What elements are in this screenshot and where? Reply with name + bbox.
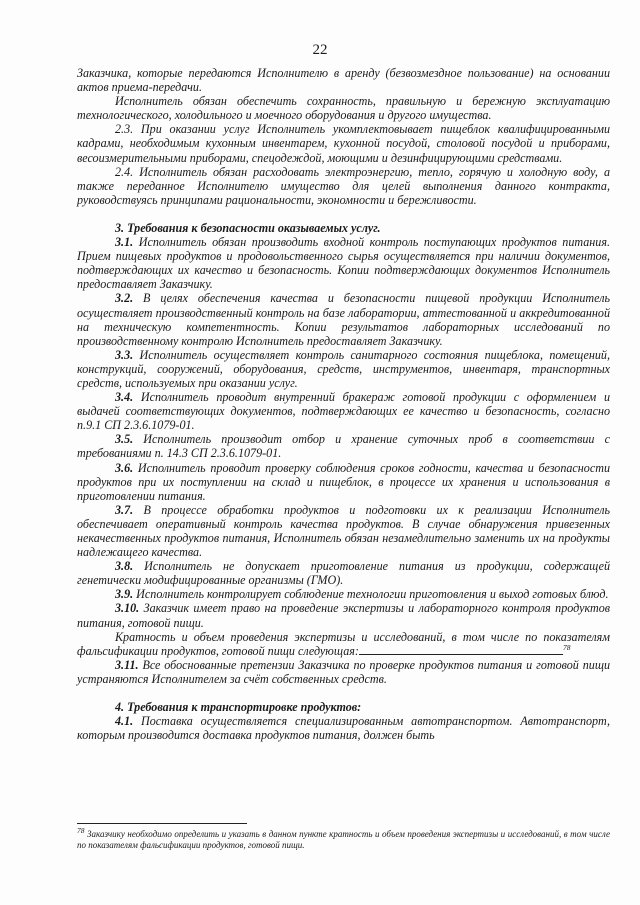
- paragraph-3-4: 3.4. Исполнитель проводит внутренний бракераж готовой продукции с оформлением и выдачей соответствующих документов, подтверждающих ее качество и безопасность, согласно п.9.1 СП 2.3.6.1079-01.: [77, 390, 610, 433]
- paragraph-2-4: 2.4. Исполнитель обязан расходовать электроэнергию, тепло, горячую и холодную воду, а также переданное Исполнителю имущество для целей выполнения данного контракта, руководствуясь принципами рациональности, экономности и бережливости.: [77, 164, 610, 207]
- clause-number: 3.11.: [115, 657, 139, 672]
- paragraph-3-5: 3.5. Исполнитель производит отбор и хранение суточных проб в соответствии с требованиями п. 14.3 СП 2.3.6.1079-01.: [77, 432, 610, 461]
- paragraph-inspection-frequency: Кратность и объем проведения экспертизы и исследований, в том числе по показателям фальсификации продуктов, готовой пищи следующая: $^{78}$: [77, 629, 610, 658]
- clause-number: 3.10.: [115, 601, 140, 616]
- paragraph-3-8: 3.8. Исполнитель не допускает приготовление питания из продукции, содержащей генетически модифицированные организмы (ГМО).: [77, 559, 610, 588]
- paragraph-3-10: 3.10. Заказчик имеет право на проведение экспертизы и лабораторного контроля продуктов питания, готовой пищи.: [77, 601, 610, 630]
- paragraph-3-11: 3.11. Все обоснованные претензии Заказчика по проверке продуктов питания и готовой пищи устраняются Исполнителем за счёт собственных средств.: [77, 657, 610, 686]
- clause-number: 3.5.: [115, 432, 134, 447]
- clause-number: 3.6.: [115, 460, 134, 475]
- section-heading-3: 3. Требования к безопасности оказываемых услуг.: [115, 220, 381, 235]
- clause-number: 4.1.: [115, 714, 134, 729]
- clause-number: 3.3.: [115, 347, 134, 362]
- paragraph-4-1: 4.1. Поставка осуществляется специализированным автотранспортом. Автотранспорт, которым производится доставка продуктов питания, должен быть: [77, 714, 610, 743]
- clause-number: 3.8.: [115, 559, 134, 574]
- paragraph-continuation: Заказчика, которые передаются Исполнителю в аренду (безвозмездное пользование) на основании актов приема-передачи.: [77, 66, 610, 95]
- page-number: 22: [312, 42, 328, 58]
- paragraph-3-1: 3.1. Исполнитель обязан производить входной контроль поступающих продуктов питания. Прием пищевых продуктов и продовольственного сырья осуществляется при наличии документов, подтверждающих их качество и безопасность. Копии подтверждающих документов Исполнитель предоставляет Заказчику.: [77, 235, 611, 292]
- clause-number: 2.3.: [115, 122, 134, 137]
- paragraph-3-9: 3.9. Исполнитель контролирует соблюдение технологии приготовления и выход готовых блюд.: [115, 587, 609, 602]
- clause-number: 3.4.: [115, 390, 134, 405]
- paragraph-3-2: 3.2. В целях обеспечения качества и безопасности пищевой продукции Исполнитель осуществляет производственный контроль на базе лаборатории, аттестованной и аккредитованной на техническую компетентность. Копии результатов лабораторных исследований по производственному контролю Исполнитель предоставляет Заказчику.: [77, 291, 610, 348]
- paragraph-3-7: 3.7. В процессе обработки продуктов и подготовки их к реализации Исполнитель обеспечивает оперативный контроль качества продуктов. В случае обнаружения привезенных некачественных продуктов питания, Исполнитель обязан незамедлительно заменить их на продукты надлежащего качества.: [77, 502, 610, 560]
- footnote-separator: [77, 823, 247, 824]
- clause-number: 3.9.: [115, 587, 134, 602]
- paragraph-3-6: 3.6. Исполнитель проводит проверку соблюдения сроков годности, качества и безопасности продуктов при их поступлении на склад и пищеблок, в процессе их хранения и использования в приготовлении питания.: [77, 460, 610, 503]
- footnote: [77, 826, 611, 852]
- section-heading-4: 4. Требования к транспортировке продуктов:: [115, 700, 362, 715]
- clause-number: 3.1.: [115, 235, 134, 250]
- footnote-text: Заказчику необходимо определить и указать в данном пункте кратность и объем проведения экспертизы и исследований, в том числе по показателям фальсификации продуктов, готовой пищи.: [77, 829, 611, 851]
- clause-number: 3.2.: [115, 291, 134, 306]
- clause-number: 2.4.: [115, 164, 134, 179]
- paragraph-2-3: 2.3. При оказании услуг Исполнитель укомплектовывает пищеблок квалифицированными кадрами, необходимым кухонным инвентарем, кухонной посудой, столовой посудой и приборами, весоизмерительными приборами, спецодеждой, моющими и дезинфицирующими средствами.: [77, 122, 610, 165]
- footnote-ref: 78: [562, 642, 571, 652]
- clause-number: 3.7.: [115, 502, 134, 517]
- paragraph-equipment-care: Исполнитель обязан обеспечить сохранность, правильную и бережную эксплуатацию технологического, холодильного и моечного оборудования и другого имущества.: [77, 94, 610, 123]
- document-body: [77, 66, 610, 742]
- paragraph-3-3: 3.3. Исполнитель осуществляет контроль санитарного состояния пищеблока, помещений, конструкций, сооружений, оборудования, средств, инструментов, инвентаря, транспортных средств, используемых при оказании услуг.: [77, 347, 610, 390]
- blank-fill-line: [359, 644, 563, 655]
- footnote-mark: 78: [77, 826, 85, 835]
